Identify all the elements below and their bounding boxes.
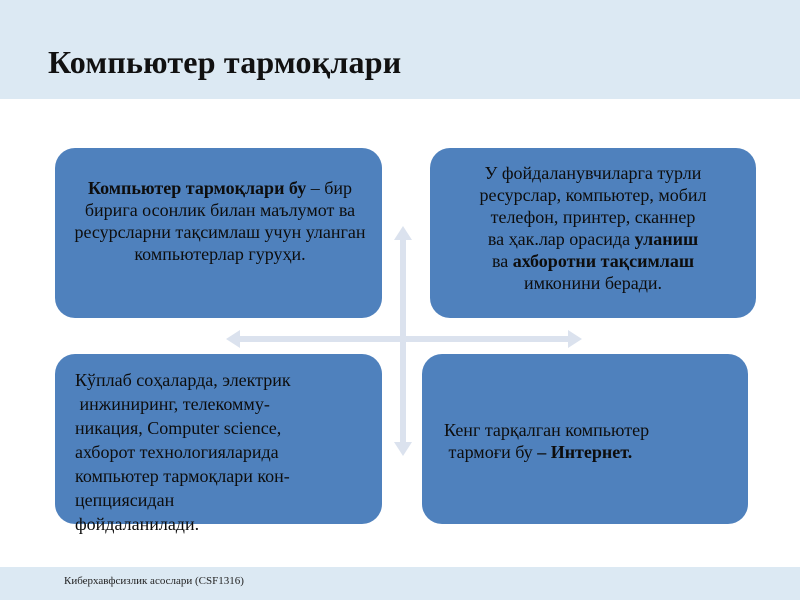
slide-title: Компьютер тармоқлари — [48, 44, 402, 80]
purpose-line-5 — [440, 250, 746, 272]
usage-line-3: никация, Computer science, — [75, 418, 282, 438]
purpose-line-5-text: ва — [491, 251, 513, 271]
definition-body: – бир бирига осонлик билан маълумот ва ресурсларни тақсимлаш учун уланган компьютерлар гуруҳи. — [74, 178, 366, 264]
internet-line-2-text: тармоғи бу — [444, 442, 538, 462]
usage-line-2: инжиниринг, телекомму- — [75, 394, 270, 414]
purpose-line-4-bold: уланиш — [634, 229, 699, 249]
usage-line-1: Кўплаб соҳаларда, электрик — [75, 370, 291, 390]
internet-line-1: Кенг тарқалган компьютер — [444, 420, 650, 440]
usage-text — [75, 368, 385, 536]
usage-line-5: компьютер тармоқлари кон- — [75, 466, 290, 486]
definition-text — [68, 177, 372, 265]
internet-term: – Интернет. — [537, 442, 633, 462]
purpose-line-4-text: ва ҳак.лар орасида — [487, 229, 635, 249]
arrow-right-head — [568, 330, 582, 348]
purpose-line-2: ресурслар, компьютер, мобил — [479, 185, 707, 205]
internet-line-2 — [444, 441, 734, 463]
arrow-down-head — [394, 442, 412, 456]
internet-text — [444, 419, 734, 463]
purpose-line-5-bold: ахборотни тақсимлаш — [512, 251, 695, 271]
arrow-up-head — [394, 226, 412, 240]
arrow-left-head — [226, 330, 240, 348]
purpose-line-3: телефон, принтер, сканнер — [490, 207, 696, 227]
usage-line-7: фойдаланилади. — [75, 514, 200, 534]
purpose-line-4 — [440, 228, 746, 250]
purpose-line-6: имконини беради. — [523, 273, 663, 293]
purpose-line-1: У фойдаланувчиларга турли — [484, 163, 702, 183]
footer-course-label: Киберхавфсизлик асослари (CSF1316) — [64, 575, 244, 587]
usage-line-6: цепциясидан — [75, 490, 175, 510]
usage-line-4: ахборот технологияларида — [75, 442, 279, 462]
purpose-text — [440, 162, 746, 294]
vertical-arrow-shaft — [400, 238, 406, 444]
definition-term: Компьютер тармоқлари бу — [87, 178, 307, 198]
